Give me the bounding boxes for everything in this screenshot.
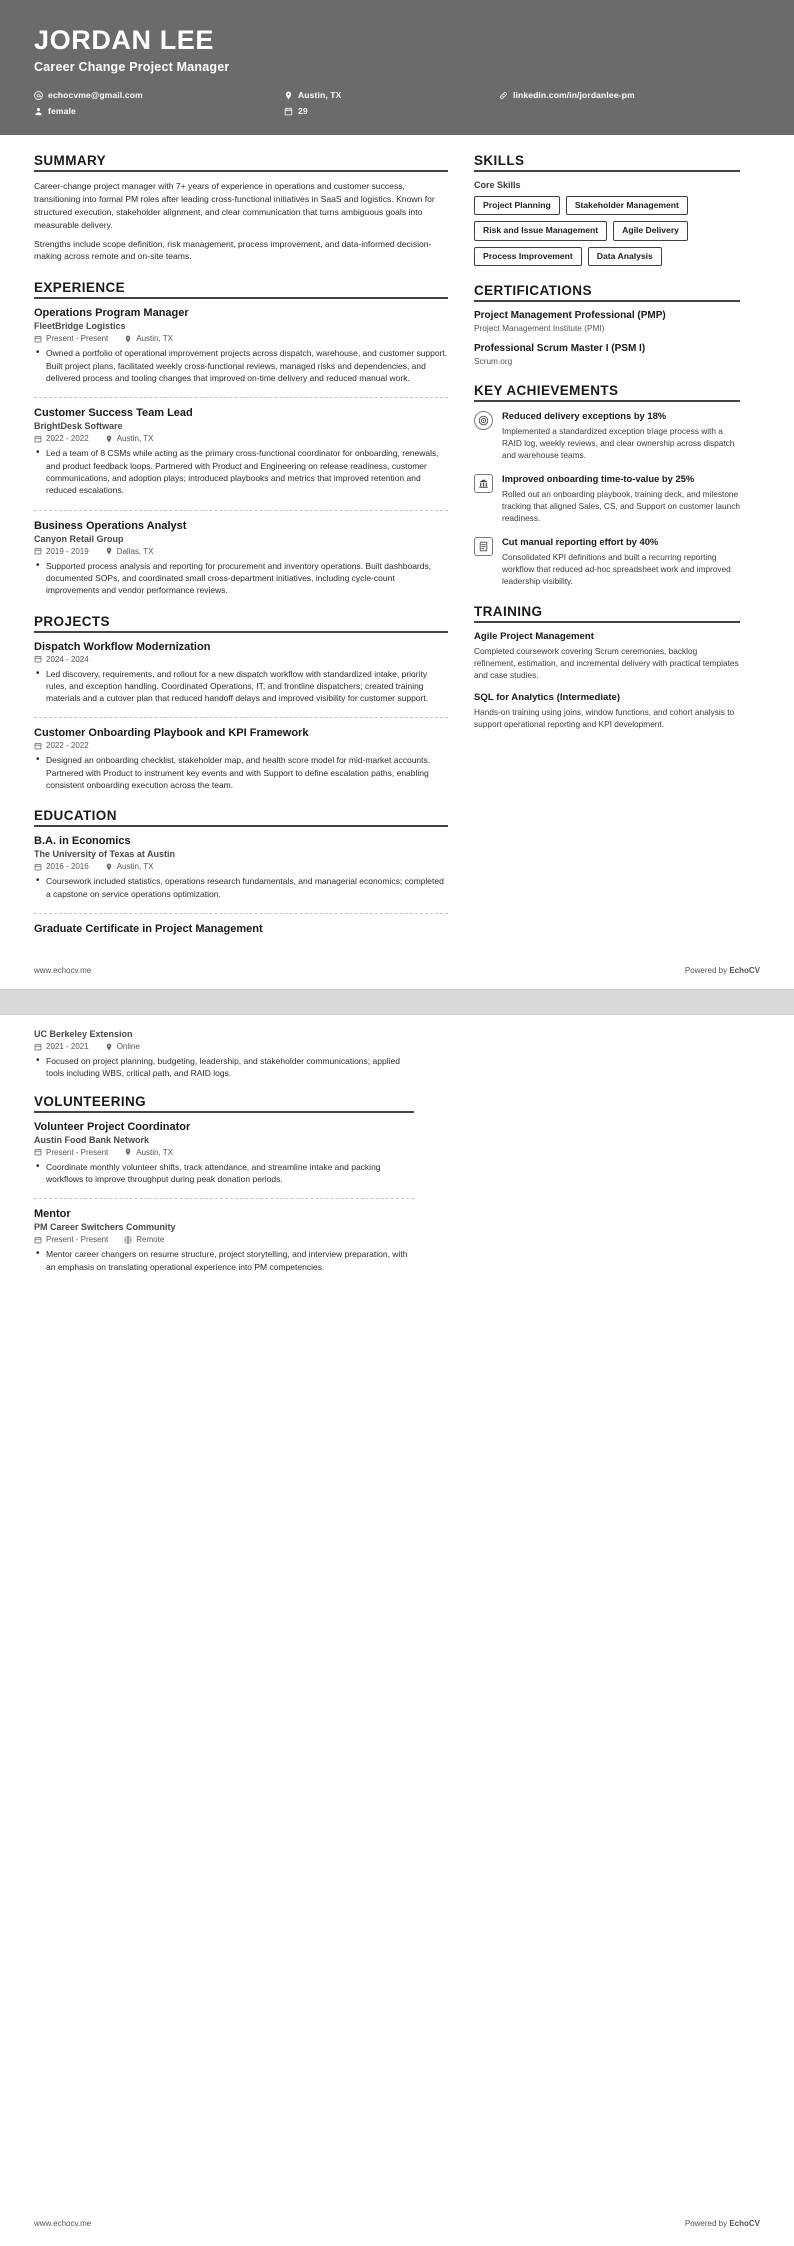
entry-org: UC Berkeley Extension [34, 1029, 133, 1039]
entry-meta [34, 334, 448, 343]
divider [34, 913, 448, 914]
footer-powered-brand: EchoCV [729, 2219, 760, 2228]
education-title: EDUCATION [34, 808, 448, 827]
bullet: • Led discovery, requirements, and rollout for a new dispatch workflow with standardized intake, priority rules, and exception handling. Coordinated Operations, IT, and frontline dispatchers; created training materials and a cutover plan that reduced handoff delays and improved visibility for customer support. [36, 668, 448, 705]
entry-title: Mentor [34, 1208, 71, 1221]
certification-name: Project Management Professional (PMP) [474, 310, 666, 322]
person-icon [34, 107, 43, 116]
calendar-icon [284, 107, 293, 116]
divider [34, 717, 448, 718]
entry-dates [34, 547, 89, 556]
skill-chip: Project Planning [474, 196, 560, 215]
achievement-title: Reduced delivery exceptions by 18% [502, 410, 667, 422]
contact-row [34, 90, 760, 117]
entry-meta [34, 547, 448, 556]
calendar-icon [34, 547, 42, 555]
bullet: • Designed an onboarding checklist, stakeholder map, and health score model for mid-market accounts. Partnered with Product to instrument key events and with Support to define escalation paths, enabling consistent onboarding execution across the team. [36, 754, 448, 791]
divider [34, 397, 448, 398]
entry-dates [34, 1042, 89, 1051]
entry-meta [34, 655, 448, 664]
entry-org: FleetBridge Logistics [34, 321, 126, 332]
skill-chip: Data Analysis [588, 247, 662, 266]
location-icon [284, 91, 293, 100]
training-title: TRAINING [474, 604, 740, 623]
entry-bullets [36, 1248, 414, 1273]
section-projects [34, 614, 448, 792]
entry-bullets [36, 560, 448, 597]
education-entry [34, 923, 448, 935]
entry-dates-text: 2019 - 2019 [46, 546, 89, 556]
location-icon [124, 335, 132, 343]
section-summary [34, 153, 448, 263]
contact-location [284, 90, 499, 101]
entry-meta [34, 1148, 414, 1157]
skill-chip: Stakeholder Management [566, 196, 688, 215]
entry-dates-text: Present - Present [46, 1147, 109, 1157]
bullet: • Mentor career changers on resume structure, project storytelling, and interview preparation, with an emphasis on translating operational experience into PM competencies. [36, 1248, 414, 1273]
volunteering-entry [34, 1208, 414, 1273]
section-skills [474, 153, 740, 266]
contact-linkedin-text: linkedin.com/in/jordanlee-pm [513, 89, 635, 100]
achievements-title: KEY ACHIEVEMENTS [474, 383, 740, 402]
experience-entry [34, 307, 448, 384]
skills-subtitle: Core Skills [474, 180, 521, 191]
location-icon [105, 863, 113, 871]
certification-item [474, 343, 740, 366]
footer-powered-brand: EchoCV [729, 966, 760, 975]
entry-dates [34, 741, 89, 750]
entry-bullets [36, 1055, 414, 1080]
training-item [474, 631, 740, 681]
section-certifications [474, 283, 740, 366]
bullet: • Focused on project planning, budgeting, leadership, and stakeholder communications; applied tools including WBS, critical path, and RAID logs. [36, 1055, 414, 1080]
bank-icon [474, 474, 493, 493]
achievement-item [474, 473, 740, 524]
education-entry-continued [34, 1029, 414, 1080]
training-item-title: Agile Project Management [474, 630, 594, 642]
volunteering-title: VOLUNTEERING [34, 1094, 414, 1113]
entry-dates [34, 862, 89, 871]
project-entry [34, 641, 448, 705]
entry-title: B.A. in Economics [34, 835, 131, 848]
globe-icon [124, 1236, 132, 1244]
calendar-icon [34, 335, 42, 343]
entry-org: PM Career Switchers Community [34, 1222, 176, 1233]
skills-chip-list [474, 196, 740, 266]
entry-location-text: Austin, TX [116, 862, 154, 872]
entry-org: The University of Texas at Austin [34, 849, 176, 860]
bullet: • Supported process analysis and reporting for procurement and inventory operations. Built dashboards, documented SOPs, and coordinated small cross-department initiatives, including cycle-count improvements and vendor performance reviews. [36, 560, 448, 597]
section-achievements [474, 383, 740, 586]
entry-dates-text: 2024 - 2024 [46, 654, 89, 664]
summary-paragraph-2: Strengths include scope definition, risk management, process improvement, and data-informed decision-making across remote and on-site teams. [34, 238, 432, 262]
skills-title: SKILLS [474, 153, 740, 172]
experience-title: EXPERIENCE [34, 280, 448, 299]
footer-powered-prefix: Powered by [684, 2219, 730, 2228]
footer-site[interactable]: www.echocv.me [34, 966, 92, 975]
certification-org: Project Management Institute (PMI) [474, 323, 605, 334]
entry-dates [34, 334, 108, 343]
contact-age-text: 29 [298, 105, 308, 116]
contact-location-text: Austin, TX [298, 89, 342, 100]
certification-org: Scrum.org [474, 356, 513, 367]
certification-item [474, 310, 740, 333]
summary-paragraph-1: Career-change project manager with 7+ years of experience in operations and customer success, transitioning into formal PM roles after leading cross-functional initiatives in SaaS and logistics. Known for structured execution, stakeholder alignment, and clear communication that turns ambiguous goals into measurable delivery. [34, 181, 435, 230]
calendar-icon [34, 1236, 42, 1244]
entry-bullets [36, 1161, 414, 1186]
entry-location [105, 1042, 140, 1051]
footer-brand [685, 2219, 760, 2228]
page-footer [0, 2219, 794, 2228]
entry-dates [34, 1235, 108, 1244]
skill-chip: Process Improvement [474, 247, 582, 266]
training-item-desc: Hands-on training using joins, window functions, and cohort analysis to support operational reporting and KPI development. [474, 706, 735, 729]
calendar-icon [34, 1043, 42, 1051]
achievement-title: Cut manual reporting effort by 40% [502, 535, 659, 547]
bullet: • Led a team of 8 CSMs while acting as the primary cross-functional coordinator for onboarding, renewals, and product feedback loops. Partnered with Product and Engineering on release readiness, customer communications, and adoption plays; introduced playbooks and metrics that improved retention and reduced escalations. [36, 447, 448, 496]
entry-dates-text: 2016 - 2016 [46, 862, 89, 872]
link-icon [499, 91, 508, 100]
entry-title: Customer Onboarding Playbook and KPI Framework [34, 727, 309, 740]
entry-dates-text: 2022 - 2022 [46, 434, 89, 444]
page-break [0, 989, 794, 1015]
contact-email [34, 90, 284, 101]
section-experience [34, 280, 448, 596]
left-column [34, 153, 448, 952]
contact-age [284, 106, 499, 117]
achievement-title: Improved onboarding time-to-value by 25% [502, 473, 695, 485]
section-education [34, 808, 448, 935]
entry-dates [34, 655, 89, 664]
achievement-desc: Consolidated KPI definitions and built a recurring reporting workflow that reduced ad-hoc spreadsheet work and improved leadership visibility. [502, 551, 731, 586]
divider [34, 1198, 414, 1199]
bullet: • Coordinate monthly volunteer shifts, track attendance, and streamline intake and packing workflows to improve throughput during peak donation periods. [36, 1161, 414, 1186]
entry-location [124, 1235, 164, 1244]
entry-title: Customer Success Team Lead [34, 407, 193, 420]
training-item-title: SQL for Analytics (Intermediate) [474, 691, 621, 703]
achievement-desc: Rolled out an onboarding playbook, training deck, and milestone tracking that aligned Sales, CS, and Support on customer launch readiness. [502, 488, 740, 523]
entry-location-text: Austin, TX [136, 1147, 174, 1157]
entry-title: Operations Program Manager [34, 307, 189, 320]
experience-entry [34, 407, 448, 496]
summary-title: SUMMARY [34, 153, 448, 172]
entry-location-text: Austin, TX [116, 434, 154, 444]
skill-chip: Agile Delivery [613, 221, 688, 240]
entry-dates-text: 2021 - 2021 [46, 1042, 89, 1051]
candidate-name: JORDAN LEE [34, 25, 215, 55]
entry-meta [34, 862, 448, 871]
entry-meta [34, 1235, 414, 1244]
calendar-icon [34, 655, 42, 663]
entry-location-text: Remote [136, 1235, 165, 1245]
contact-gender [34, 106, 284, 117]
candidate-role: Career Change Project Manager [34, 59, 230, 74]
calendar-icon [34, 435, 42, 443]
resume-header [0, 0, 794, 135]
entry-dates-text: Present - Present [46, 334, 109, 344]
calendar-icon [34, 1148, 42, 1156]
target-icon [474, 411, 493, 430]
entry-org: Austin Food Bank Network [34, 1134, 150, 1145]
section-training [474, 604, 740, 730]
right-column [474, 153, 740, 747]
entry-dates [34, 1148, 108, 1157]
divider [34, 510, 448, 511]
entry-dates [34, 434, 89, 443]
footer-brand [685, 966, 760, 975]
education-entry [34, 835, 448, 900]
footer-site[interactable]: www.echocv.me [34, 2219, 92, 2228]
bullet: • Owned a portfolio of operational improvement projects across dispatch, warehouse, and customer support. Built project plans, facilitated weekly cross-functional reviews, managed risks and dependencies, and delivered process and tooling changes that improved on-time delivery and reduced manual work. [36, 347, 448, 384]
achievement-desc: Implemented a standardized exception triage process with a RAID log, weekly reviews, and clear ownership across dispatch and warehouse teams. [502, 426, 735, 461]
location-icon [124, 1148, 132, 1156]
entry-location [105, 862, 154, 871]
entry-bullets [36, 754, 448, 791]
document-icon [474, 537, 493, 556]
training-item-desc: Completed coursework covering Scrum ceremonies, backlog refinement, estimation, and incremental delivery with practical templates and case studies. [474, 645, 739, 680]
entry-bullets [36, 875, 448, 900]
projects-title: PROJECTS [34, 614, 448, 633]
entry-bullets [36, 347, 448, 384]
calendar-icon [34, 863, 42, 871]
entry-bullets [36, 668, 448, 705]
contact-gender-text: female [48, 105, 76, 116]
entry-meta [34, 434, 448, 443]
entry-title: Dispatch Workflow Modernization [34, 640, 211, 653]
skill-chip: Risk and Issue Management [474, 221, 607, 240]
entry-location [105, 547, 154, 556]
entry-title: Business Operations Analyst [34, 519, 187, 532]
location-icon [105, 435, 113, 443]
entry-location-text: Austin, TX [136, 334, 174, 344]
entry-location-text: Online [116, 1042, 140, 1051]
entry-location [105, 434, 154, 443]
entry-dates-text: Present - Present [46, 1235, 109, 1245]
contact-email-text: echocvme@gmail.com [48, 89, 143, 100]
entry-org: BrightDesk Software [34, 421, 123, 432]
entry-location-text: Dallas, TX [116, 546, 154, 556]
volunteering-entry [34, 1121, 414, 1186]
entry-bullets [36, 447, 448, 496]
training-item [474, 692, 740, 730]
project-entry [34, 727, 448, 791]
entry-org: Canyon Retail Group [34, 533, 124, 544]
entry-dates-text: 2022 - 2022 [46, 741, 89, 751]
footer-powered-prefix: Powered by [684, 966, 730, 975]
entry-location [124, 334, 173, 343]
email-icon [34, 91, 43, 100]
experience-entry [34, 520, 448, 597]
entry-location [124, 1148, 173, 1157]
bullet: • Coursework included statistics, operations research fundamentals, and managerial economics; completed a capstone on service operations optimization. [36, 875, 448, 900]
resume-page-2-content [0, 1015, 448, 1273]
page-footer [0, 966, 794, 989]
entry-title: Volunteer Project Coordinator [34, 1120, 191, 1133]
achievement-item [474, 410, 740, 461]
certifications-title: CERTIFICATIONS [474, 283, 740, 302]
achievement-item [474, 536, 740, 587]
resume-body [0, 135, 794, 952]
calendar-icon [34, 742, 42, 750]
location-icon [105, 1043, 113, 1051]
certification-name: Professional Scrum Master I (PSM I) [474, 343, 646, 355]
entry-meta [34, 1042, 414, 1051]
contact-linkedin[interactable] [499, 90, 729, 101]
entry-title: Graduate Certificate in Project Management [34, 923, 263, 935]
section-volunteering [34, 1094, 414, 1273]
entry-meta [34, 741, 448, 750]
location-icon [105, 547, 113, 555]
